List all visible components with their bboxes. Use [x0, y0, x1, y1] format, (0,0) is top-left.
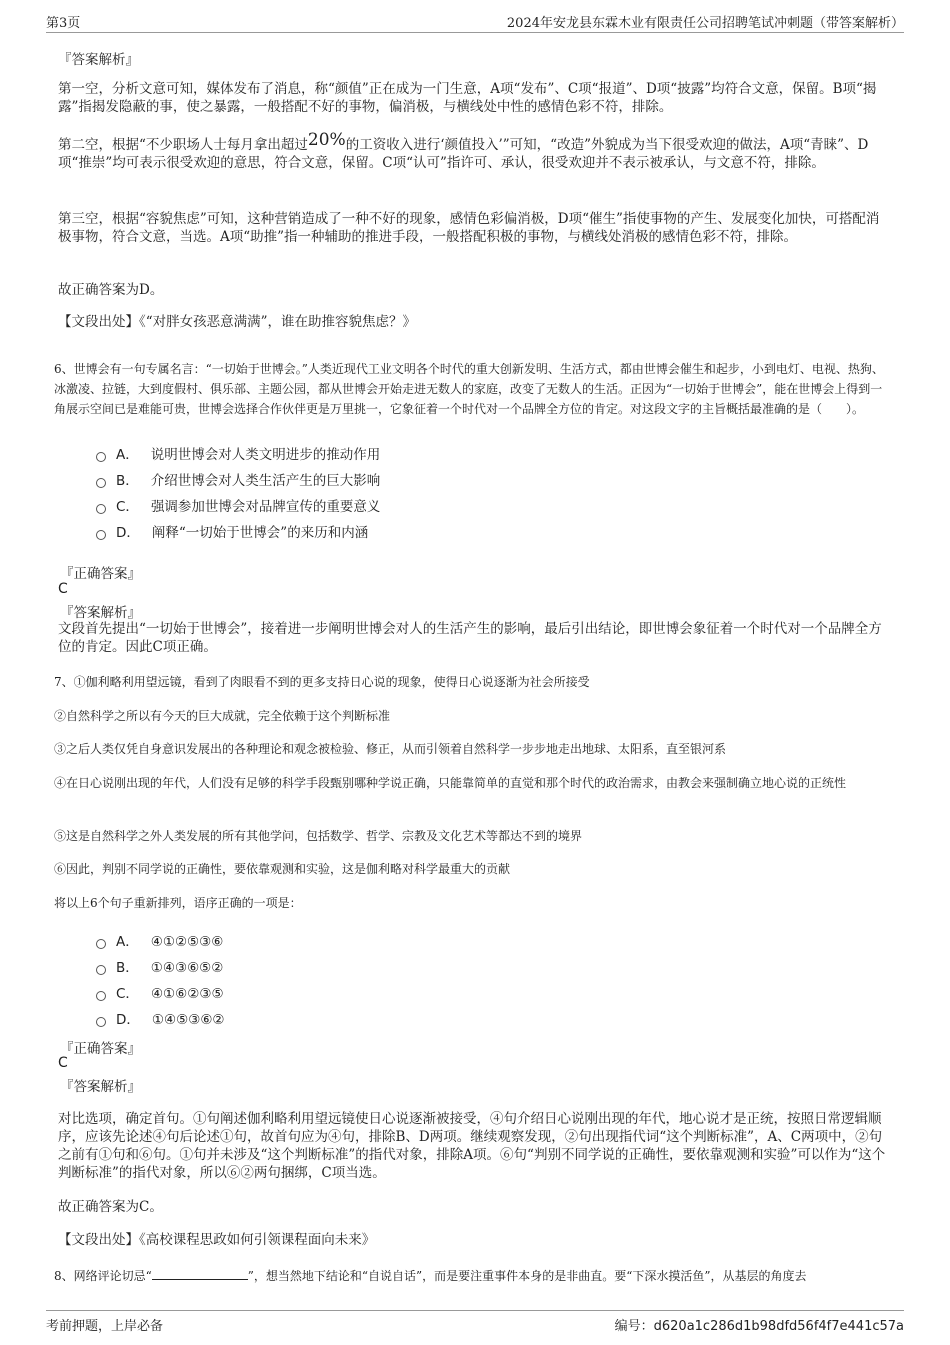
footer-slogan: 考前押题，上岸必备 — [46, 1319, 164, 1334]
page-footer — [46, 1310, 904, 1334]
percent-value: 20% — [307, 130, 346, 150]
q6-option-a[interactable]: A． 说明世博会对人类文明进步的推动作用 — [96, 443, 380, 463]
q7-option-c[interactable]: C． ④①⑥②③⑤ — [96, 982, 224, 1002]
q7-sentence-3: ③之后人类仅凭自身意识发展出的各种理论和观念被检验、修正，从而引领着自然科学一步步地走出地球、太阳系，直至银河系 — [54, 742, 727, 756]
q7-analysis-label: 『答案解析』 — [60, 1079, 141, 1095]
radio-icon[interactable] — [96, 965, 106, 975]
radio-icon[interactable] — [96, 939, 106, 949]
q8-stem: 8、网络评论切忌“ ”，想当然地下结论和“自说自话”，而是要注重事件本身的是非曲直。要“下深水摸活鱼”，从基层的角度去 — [54, 1269, 807, 1283]
q7-analysis: 对比选项，确定首句。①句阐述伽利略利用望远镜使日心说逐渐被接受，④句介绍日心说刚出现的年代，地心说才是正统，按照日常逻辑顺序，应该先论述④句后论述①句，故首句应为④句，排除B、D两项。继续观察发现，②句出现指代词“这个判断标准”，A、C两项中，②句之前有①句和⑥句。①句并未涉及“这个判断标准”的指代对象，排除A项。⑥句“判别不同学说的正确性，要依靠观测和实验”可以作为“这个判断标准”的指代对象，所以⑥②两句捆绑，C项当选。 — [58, 1111, 886, 1181]
q7-question: 将以上6个句子重新排列，语序正确的一项是： — [54, 896, 302, 910]
q7-option-d[interactable]: D． ①④⑤③⑥② — [96, 1008, 225, 1028]
radio-icon[interactable] — [96, 1017, 106, 1027]
q6-correct-answer: C — [58, 581, 68, 597]
q6-analysis-label: 『答案解析』 — [60, 605, 141, 621]
document-title: 2024年安龙县东霖木业有限责任公司招聘笔试冲刺题（带答案解析） — [506, 16, 904, 31]
page-number: 第3页 — [46, 16, 81, 31]
q7-conclusion: 故正确答案为C。 — [58, 1199, 163, 1215]
q7-sentence-4: ④在日心说刚出现的年代，人们没有足够的科学手段甄别哪种学说正确，只能靠简单的直觉和那个时代的政治需求，由教会来强制确立地心说的正统性 — [54, 776, 847, 790]
q7-correct-answer: C — [58, 1055, 68, 1071]
q5-source: 【文段出处】《“对胖女孩恶意满满”，谁在助推容貌焦虑？》 — [58, 314, 417, 330]
page-header — [46, 12, 904, 33]
radio-icon[interactable] — [96, 504, 106, 514]
q7-correct-label: 『正确答案』 — [60, 1041, 141, 1057]
q5-analysis-para3: 第三空，根据“容貌焦虑”可知，这种营销造成了一种不好的现象，感情色彩偏消极，D项“催生”指使事物的产生、发展变化加快，可搭配消极事物，符合文意，当选。A项“助推”指一种辅助的推进手段，一般搭配积极的事物，与横线处消极的感情色彩不符，排除。 — [58, 211, 880, 245]
q5-analysis-para1: 第一空，分析文意可知，媒体发布了消息，称“颜值”正在成为一门生意，A项“发布”、C项“报道”、D项“披露”均符合文意，保留。B项“揭露”指揭发隐蔽的事，使之暴露，一般搭配不好的事物，偏消极，与横线处中性的感情色彩不符，排除。 — [58, 81, 877, 115]
radio-icon[interactable] — [96, 452, 106, 462]
q7-sentence-5: ⑤这是自然科学之外人类发展的所有其他学问，包括数学、哲学、宗教及文化艺术等都达不到的境界 — [54, 829, 583, 843]
q6-stem: 6、世博会有一句专属名言：“一切始于世博会。”人类近现代工业文明各个时代的重大创新发明、生活方式，都由世博会催生和起步，小到电灯、电视、热狗、冰激凌、拉链，大到度假村、俱乐部、主题公园，都从世博会开始走进无数人的家庭，改变了无数人的生活。正因为“一切始于世博会”，能在世博会上得到一角展示空间已是难能可贵，世博会选择合作伙伴更是万里挑一，它象征着一个时代对一个品牌全方位的肯定。对这段文字的主旨概括最准确的是（ ）。 — [54, 362, 884, 416]
q7-option-b[interactable]: B． ①④③⑥⑤② — [96, 956, 223, 976]
answer-blank[interactable] — [152, 1267, 248, 1280]
radio-icon[interactable] — [96, 991, 106, 1001]
q7-sentence-2: ②自然科学之所以有今天的巨大成就，完全依赖于这个判断标准 — [54, 709, 391, 723]
q6-option-b[interactable]: B． 介绍世博会对人类生活产生的巨大影响 — [96, 469, 380, 489]
q6-correct-label: 『正确答案』 — [60, 566, 141, 582]
q5-analysis-para2: 第二空，根据“不少职场人士每月拿出超过20%的工资收入进行‘颜值投入’”可知，“改造”外貌成为当下很受欢迎的做法，A项“青睐”、D项“推崇”均可表示很受欢迎的意思，符合文意，保留。C项“认可”指许可、承认，很受欢迎并不表示被承认，与文意不符，排除。 — [58, 130, 869, 171]
document-code: 编号：d620a1c286d1b98dfd56f4f7e441c57a — [614, 1319, 904, 1334]
q7-sentence-1: 7、①伽利略利用望远镜，看到了肉眼看不到的更多支持日心说的现象，使得日心说逐渐为社会所接受 — [54, 675, 590, 689]
q5-conclusion: 故正确答案为D。 — [58, 282, 164, 298]
q7-sentence-6: ⑥因此，判别不同学说的正确性，要依靠观测和实验，这是伽利略对科学最重大的贡献 — [54, 862, 511, 876]
q6-option-c[interactable]: C． 强调参加世博会对品牌宣传的重要意义 — [96, 495, 380, 515]
q7-option-a[interactable]: A． ④①②⑤③⑥ — [96, 930, 223, 950]
q5-analysis-label: 『答案解析』 — [58, 52, 139, 68]
radio-icon[interactable] — [96, 530, 106, 540]
radio-icon[interactable] — [96, 478, 106, 488]
q6-analysis: 文段首先提出“一切始于世博会”，接着进一步阐明世博会对人的生活产生的影响，最后引出结论，即世博会象征着一个时代对一个品牌全方位的肯定。因此C项正确。 — [58, 621, 882, 655]
q7-source: 【文段出处】《高校课程思政如何引领课程面向未来》 — [58, 1232, 376, 1248]
q6-option-d[interactable]: D． 阐释“一切始于世博会”的来历和内涵 — [96, 521, 368, 541]
